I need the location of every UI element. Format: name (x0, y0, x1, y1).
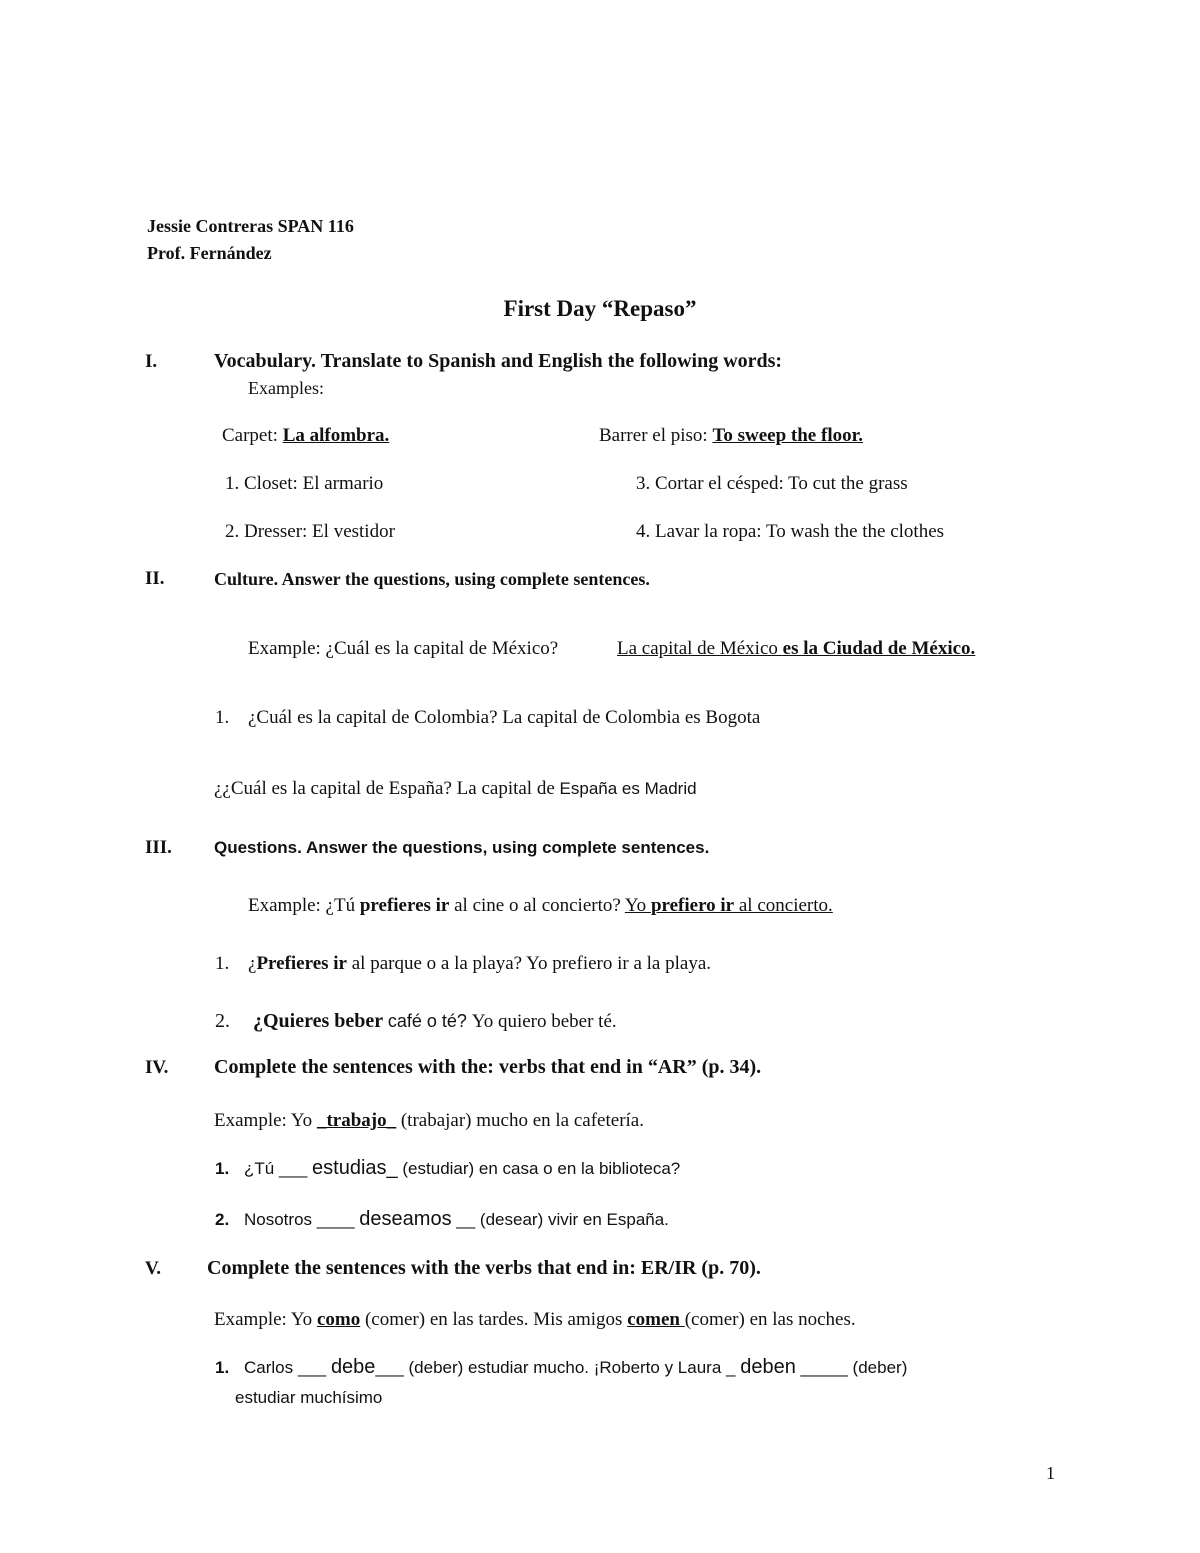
questions-item-2-part2: café o té? (387, 1011, 472, 1031)
questions-item-2 (253, 1010, 617, 1033)
vocab-item-1: 1. Closet: El armario (225, 473, 384, 494)
ar-example-answer: _trabajo_ (316, 1110, 397, 1131)
vocab-example-2-answer: To sweep the floor. (712, 425, 864, 446)
page-title: First Day “Repaso” (503, 296, 697, 321)
er-ir-item-1-number: 1. (215, 1358, 230, 1377)
ar-item-1-answer: estudias_ (312, 1157, 398, 1179)
culture-item-2 (214, 778, 697, 800)
questions-example-part3: al cine o al concierto? (449, 895, 625, 916)
professor-name: Prof. Fernández (147, 243, 272, 263)
section-1-heading: Vocabulary. Translate to Spanish and English the following words: (214, 350, 783, 372)
section-3-number: III. (145, 837, 172, 858)
culture-item-1-number: 1. (215, 707, 230, 728)
vocab-example-1-prefix: Carpet: (222, 425, 283, 446)
questions-item-1-part3: al parque o a la playa? Yo prefiero ir a la playa. (346, 953, 711, 974)
er-ir-example-part1: Example: Yo (214, 1309, 317, 1330)
er-ir-item-1-answer-1: debe (330, 1356, 376, 1378)
questions-example-answer-part2: prefiero ir (650, 895, 735, 916)
er-ir-item-1-part3: ___ (deber) estudiar mucho. ¡Roberto y Laura _ (375, 1358, 741, 1377)
ar-item-1-part1: ¿Tú ___ (244, 1159, 313, 1178)
culture-example-answer-part2: es la Ciudad de México. (782, 638, 976, 659)
vocab-example-2-prefix: Barrer el piso: (599, 425, 713, 446)
questions-item-1-number: 1. (215, 953, 230, 974)
er-ir-item-1-part5: _____ (deber) (795, 1358, 908, 1377)
ar-item-2-answer: deseamos (359, 1208, 452, 1230)
er-ir-example-answer-1: como (316, 1309, 361, 1330)
section-5-number: V. (145, 1258, 162, 1279)
ar-item-2-part1: Nosotros ____ (244, 1210, 360, 1229)
ar-example-part1: Example: Yo (214, 1110, 317, 1131)
er-ir-item-1 (244, 1356, 907, 1379)
er-ir-example-answer-2: comen (627, 1309, 685, 1330)
culture-example-question: Example: ¿Cuál es la capital de México? (248, 638, 559, 659)
questions-item-2-part3: Yo quiero beber té. (471, 1011, 617, 1032)
section-3-heading: Questions. Answer the questions, using complete sentences. (214, 838, 710, 857)
ar-item-2-part3: __ (desear) vivir en España. (451, 1210, 669, 1229)
culture-item-2-part2: España es Madrid (559, 779, 697, 798)
questions-item-1-part2: Prefieres ir (256, 953, 347, 974)
vocab-item-3: 3. Cortar el césped: To cut the grass (636, 473, 908, 494)
page-number: 1 (1046, 1463, 1055, 1483)
section-2-heading: Culture. Answer the questions, using complete sentences. (214, 569, 650, 589)
questions-example-answer-part1: Yo (624, 895, 651, 916)
er-ir-example-part5: (comer) en las noches. (684, 1309, 856, 1330)
ar-example-part3: (trabajar) mucho en la cafetería. (396, 1110, 644, 1131)
section-5-heading: Complete the sentences with the verbs that end in: ER/IR (p. 70). (207, 1257, 761, 1279)
student-course: Jessie Contreras SPAN 116 (147, 216, 354, 236)
vocab-example-2 (599, 425, 863, 447)
ar-item-2 (244, 1208, 669, 1231)
er-ir-item-1-part1: Carlos ___ (244, 1358, 331, 1377)
culture-example-answer (617, 638, 975, 660)
er-ir-item-1-continuation: estudiar muchísimo (235, 1388, 383, 1407)
examples-label: Examples: (248, 378, 324, 398)
culture-item-1: ¿Cuál es la capital de Colombia? La capital de Colombia es Bogota (248, 707, 761, 728)
culture-item-2-part1: ¿¿Cuál es la capital de España? La capital de (214, 778, 560, 799)
vocab-item-4: 4. Lavar la ropa: To wash the the clothes (636, 521, 945, 542)
vocab-item-2: 2. Dresser: El vestidor (225, 521, 395, 542)
questions-example-part1: Example: ¿Tú (248, 895, 360, 916)
questions-item-2-number: 2. (215, 1010, 230, 1032)
questions-example (248, 895, 833, 917)
section-4-number: IV. (145, 1057, 169, 1078)
vocab-example-1-answer: La alfombra. (282, 425, 390, 446)
culture-example-answer-part1: La capital de México (617, 638, 783, 659)
questions-example-part2: prefieres ir (359, 895, 450, 916)
ar-item-2-number: 2. (215, 1210, 230, 1229)
section-4-heading: Complete the sentences with the: verbs that end in “AR” (p. 34). (214, 1056, 762, 1078)
ar-example (214, 1110, 644, 1132)
er-ir-item-1-answer-2: deben (740, 1356, 796, 1378)
section-1-number: I. (145, 351, 158, 372)
questions-item-2-part1: ¿Quieres beber (253, 1010, 388, 1032)
er-ir-example (214, 1309, 856, 1331)
questions-item-1 (248, 953, 711, 975)
questions-example-answer-part3: al concierto. (734, 895, 833, 916)
ar-item-1-number: 1. (215, 1159, 230, 1178)
questions-item-1-part1: ¿ (248, 953, 257, 974)
ar-item-1-part3: (estudiar) en casa o en la biblioteca? (397, 1159, 681, 1178)
ar-item-1 (244, 1157, 680, 1180)
vocab-example-1 (222, 425, 389, 447)
section-2-number: II. (145, 568, 165, 589)
er-ir-example-part3: (comer) en las tardes. Mis amigos (360, 1309, 628, 1330)
questions-example-answer (625, 895, 833, 916)
